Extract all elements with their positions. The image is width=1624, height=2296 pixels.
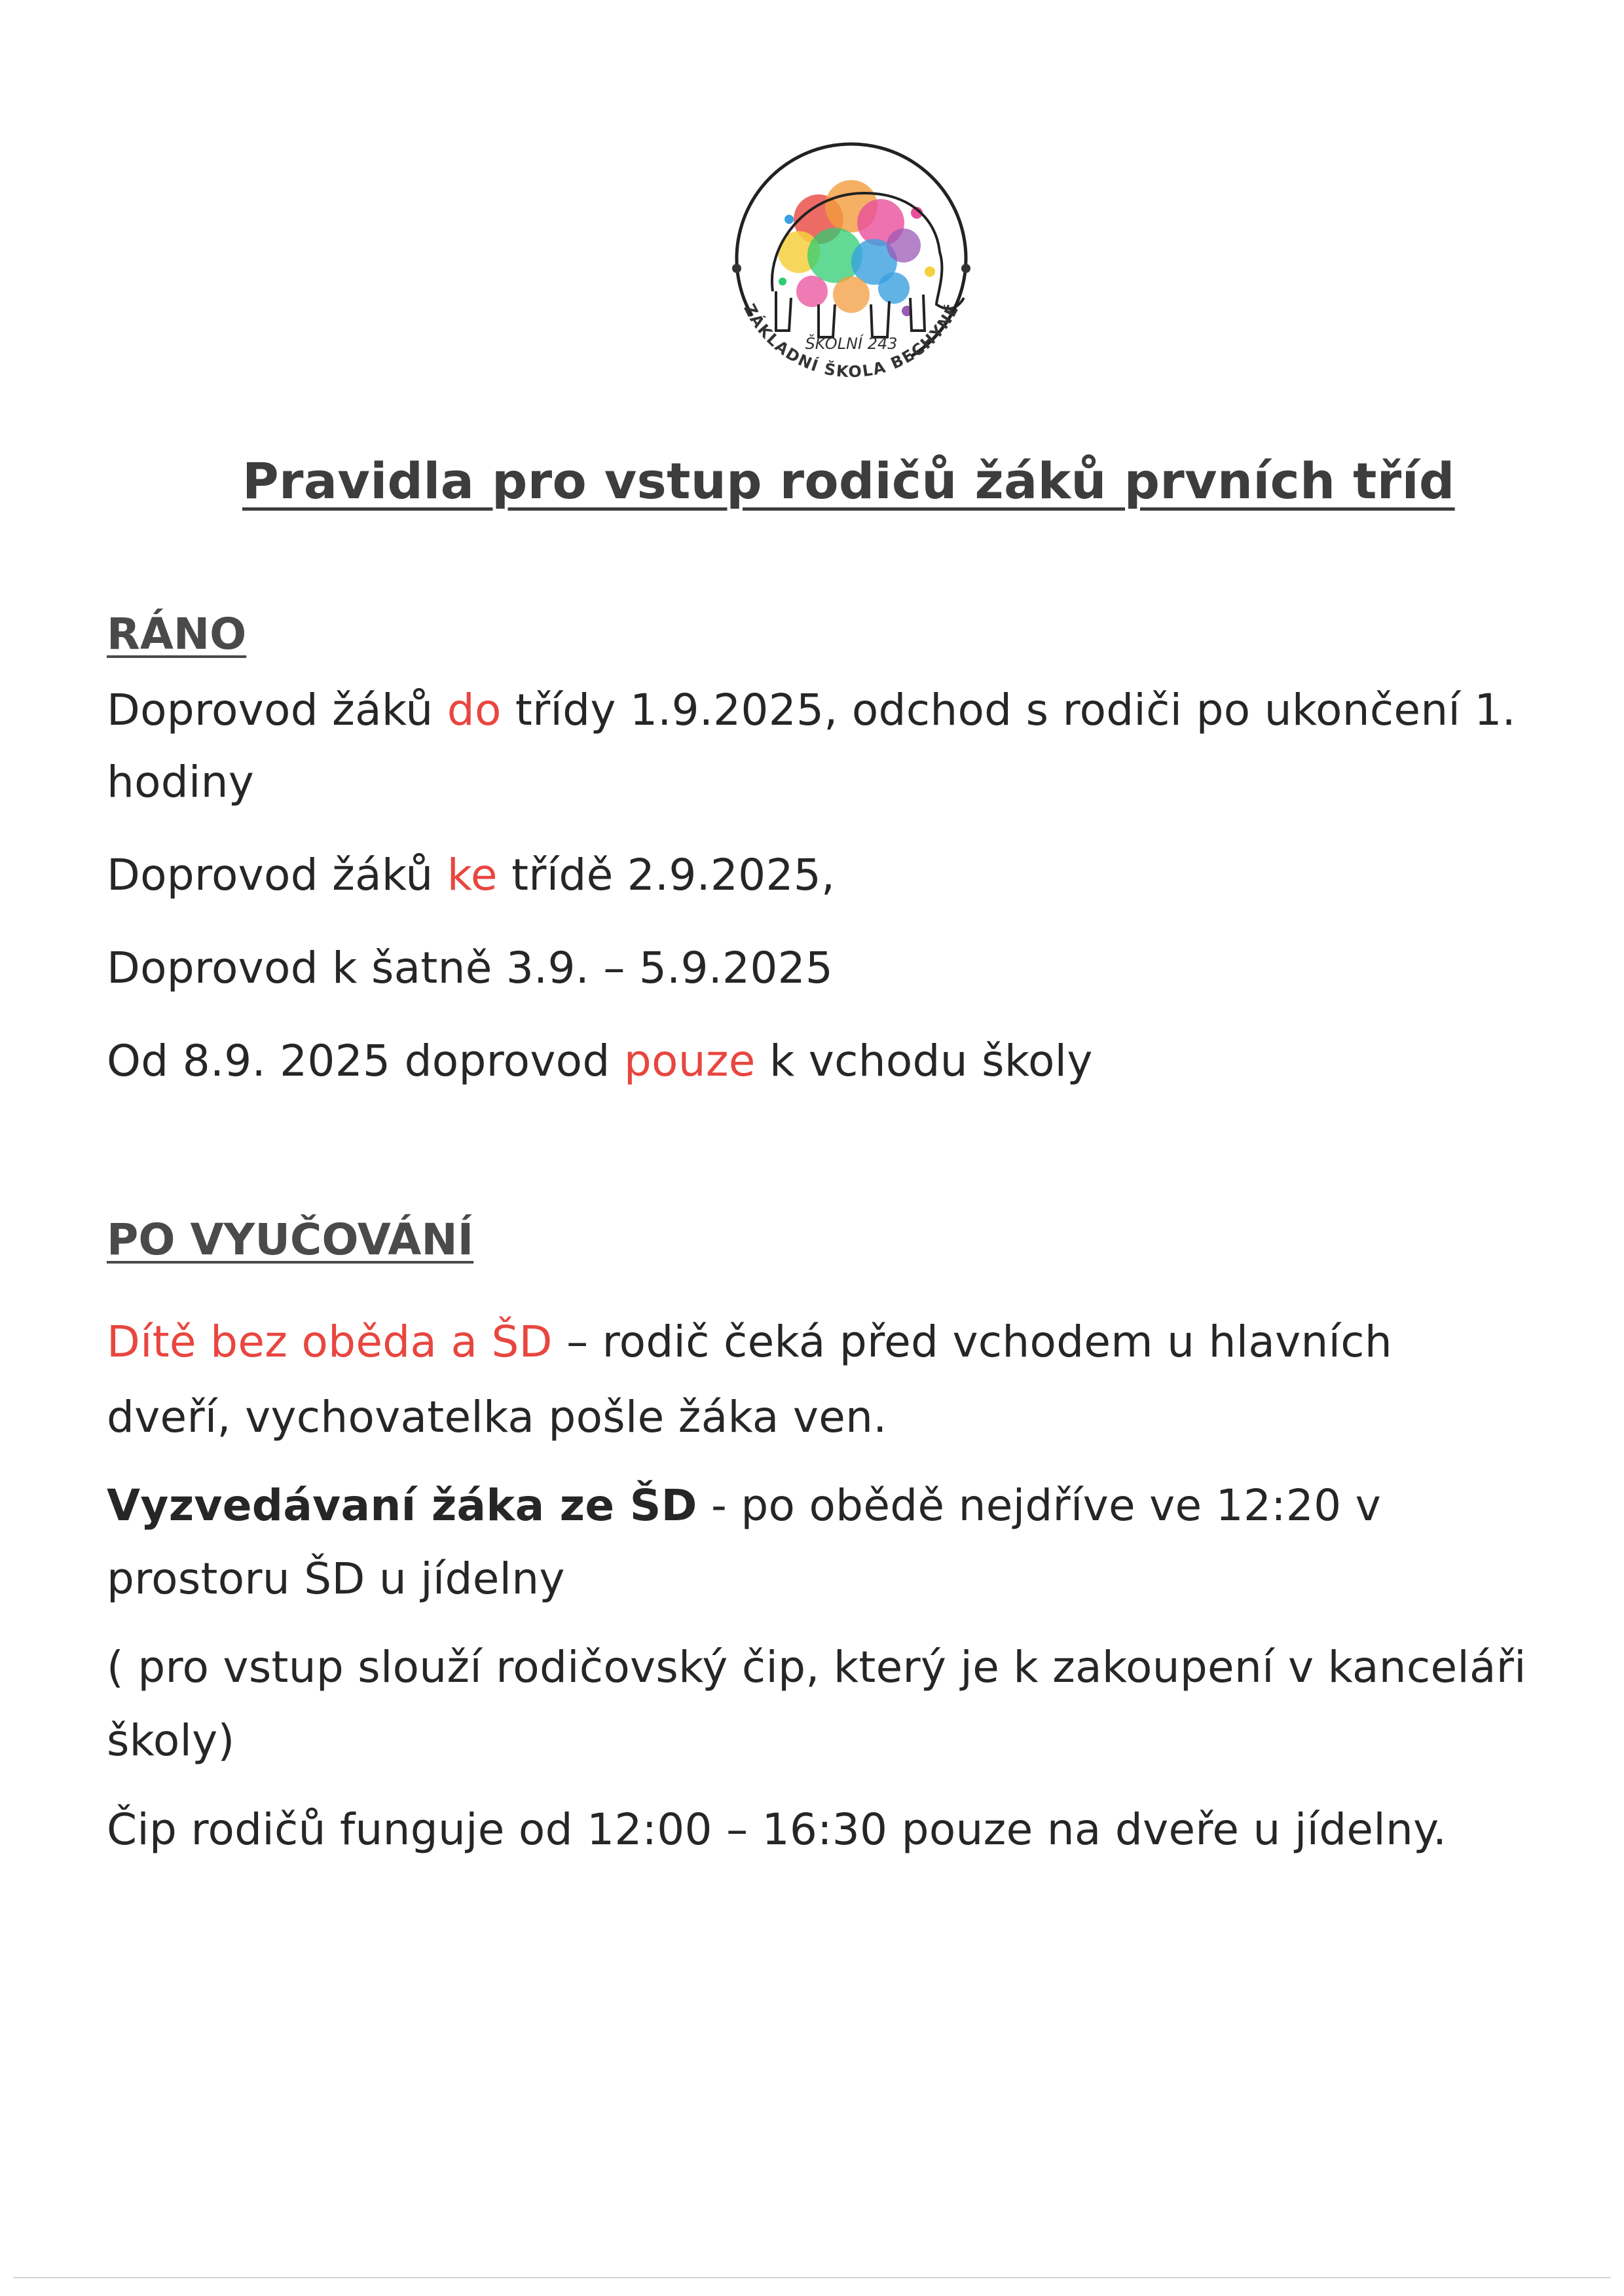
- morning-line-1: Doprovod žáků do třídy 1.9.2025, odchod s rodiči po ukončení 1.: [107, 685, 1516, 735]
- morning-line-2: Doprovod žáků ke třídě 2.9.2025,: [107, 850, 836, 900]
- morning-line-3: Doprovod k šatně 3.9. – 5.9.2025: [107, 943, 834, 993]
- logo-text-ring: ZÁKLADNÍ ŠKOLA BECHYNĚ: [740, 301, 963, 382]
- logo-text-name: ŠKOLNÍ 243: [805, 335, 898, 353]
- after-para-2: Vyzvedávaní žáka ze ŠD - po obědě nejdříve ve 12:20 v: [107, 1480, 1382, 1531]
- after-para-1-cont: dveří, vychovatelka pošle žáka ven.: [107, 1392, 887, 1442]
- morning-line-4: Od 8.9. 2025 doprovod pouze k vchodu školy: [107, 1036, 1093, 1086]
- page-title: Pravidla pro vstup rodičů žáků prvních tříd: [242, 452, 1455, 510]
- mammoth-icon: [772, 180, 964, 337]
- after-para-3-cont: školy): [107, 1715, 235, 1766]
- section-heading-morning: RÁNO: [107, 609, 247, 659]
- school-logo: [720, 141, 982, 403]
- section-heading-after-school: PO VYUČOVÁNÍ: [107, 1214, 474, 1265]
- bottom-divider: [13, 2277, 1611, 2278]
- after-para-4: Čip rodičů funguje od 12:00 – 16:30 pouze na dveře u jídelny.: [107, 1804, 1447, 1855]
- morning-line-1-cont: hodiny: [107, 757, 255, 807]
- after-para-3: ( pro vstup slouží rodičovský čip, který je k zakoupení v kanceláři: [107, 1642, 1526, 1692]
- after-para-2-cont: prostoru ŠD u jídelny: [107, 1554, 565, 1604]
- after-para-1: Dítě bez oběda a ŠD – rodič čeká před vchodem u hlavních: [107, 1317, 1392, 1367]
